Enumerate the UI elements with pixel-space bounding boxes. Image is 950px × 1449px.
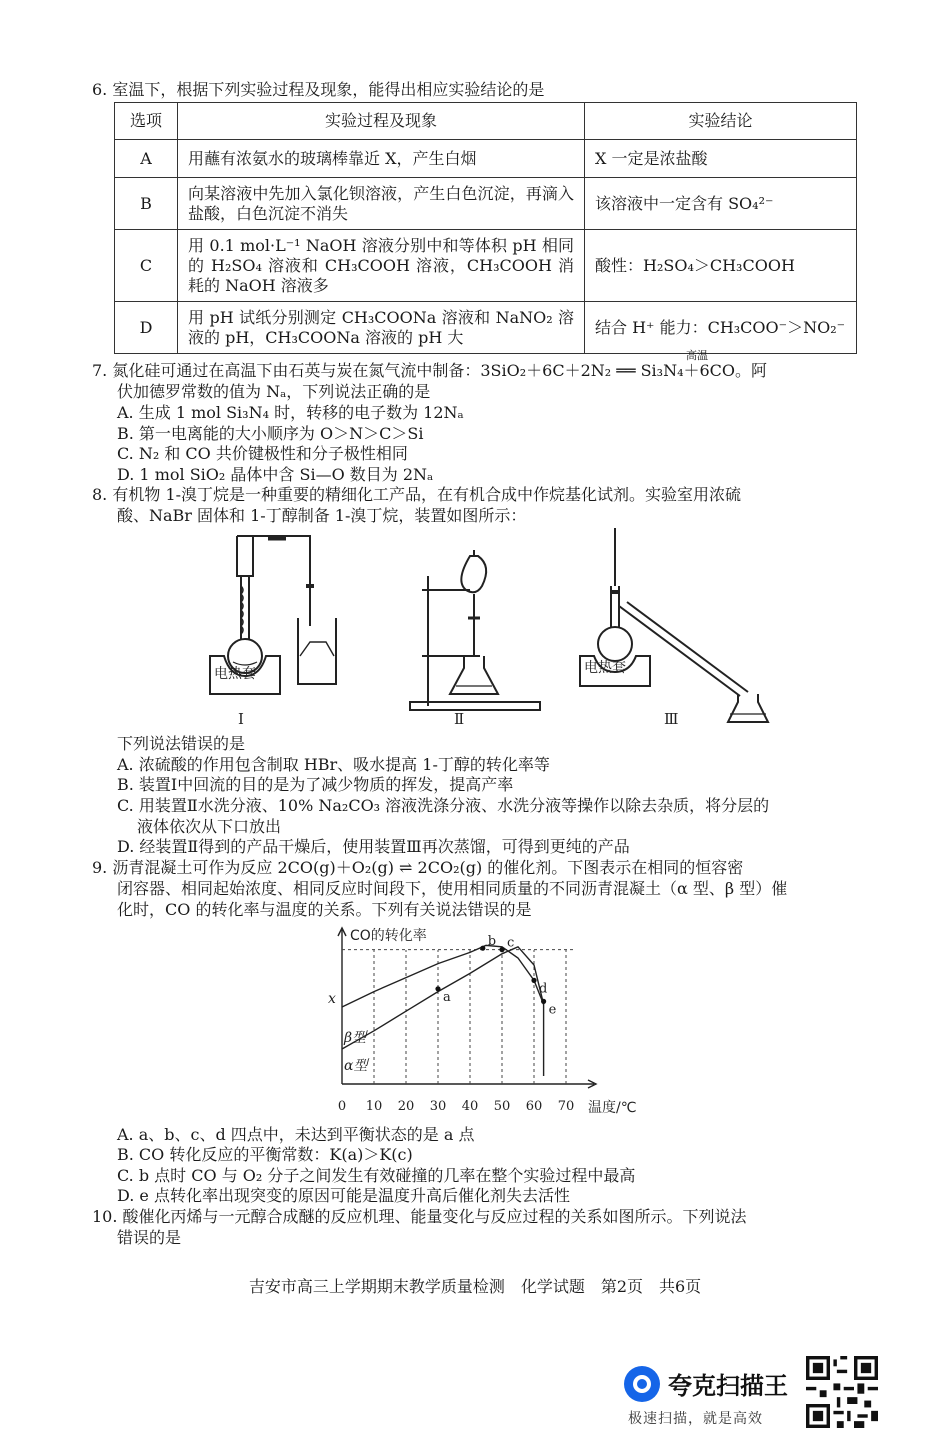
- q7-stem-1: 7. 氮化硅可通过在高温下由石英与炭在氮气流中制备：3SiO₂＋6C＋2N₂ ══ Si₃N₄＋6CO。阿: [92, 361, 768, 380]
- point-label-b: b: [487, 934, 497, 950]
- row-process: 用 pH 试纸分别测定 CH₃COONa 溶液和 NaNO₂ 溶液的 pH，CH₃COONa 溶液的 pH 大: [178, 302, 585, 354]
- x-tick-label: 0: [337, 1099, 347, 1114]
- x-tick-label: 70: [557, 1099, 575, 1114]
- scanner-watermark: [624, 1362, 802, 1432]
- q7-option-b: B. 第一电离能的大小顺序为 O＞N＞C＞Si: [117, 424, 424, 443]
- quark-logo-icon: [624, 1366, 660, 1402]
- distillation-condenser: [619, 606, 740, 696]
- point-label-e: e: [548, 1002, 557, 1018]
- figure-label-1: Ⅰ: [238, 710, 244, 728]
- heater-label-1: 电热套: [214, 666, 256, 682]
- row-option: C: [115, 230, 178, 302]
- table-row: [115, 140, 857, 178]
- q8-stem-2: 酸、NaBr 固体和 1-丁醇制备 1-溴丁烷，装置如图所示：: [117, 506, 527, 525]
- brand-name: 夸克扫描王: [668, 1372, 788, 1400]
- row-option: A: [115, 140, 178, 178]
- q8-option-b: B. 装置Ⅰ中回流的目的是为了减少物质的挥发，提高产率: [117, 775, 514, 794]
- q9-stem-3: 化时，CO 的转化率与温度的关系。下列有关说法错误的是: [117, 900, 532, 919]
- round-bottom-flask-2: [598, 627, 632, 661]
- q8-stem-1: 8. 有机物 1-溴丁烷是一种重要的精细化工产品，在有机合成中作烷基化试剂。实验室用浓硫: [92, 485, 742, 504]
- q8-option-a: A. 浓硫酸的作用包含制取 HBr、吸水提高 1-丁醇的转化率等: [117, 755, 550, 774]
- header-conclusion: 实验结论: [585, 103, 857, 140]
- header-option: 选项: [115, 103, 178, 140]
- q7-option-d: D. 1 mol SiO₂ 晶体中含 Si—O 数目为 2Nₐ: [117, 465, 434, 484]
- row-process: 用蘸有浓氨水的玻璃棒靠近 X，产生白烟: [178, 140, 585, 178]
- separatory-funnel: [461, 556, 486, 592]
- q6-stem: 6. 室温下，根据下列实验过程及现象，能得出相应实验结论的是: [92, 80, 545, 99]
- q10-stem-1: 10. 酸催化丙烯与一元醇合成醚的反应机理、能量变化与反应过程的关系如图所示。下列说法: [92, 1207, 747, 1226]
- point-label-c: c: [507, 935, 515, 951]
- point-e: [541, 999, 546, 1004]
- series-label-alpha: α型: [344, 1058, 368, 1074]
- q7-stem-2: 伏加德罗常数的值为 Nₐ，下列说法正确的是: [117, 382, 431, 401]
- point-label-d: d: [539, 981, 548, 997]
- heater-label-2: 电热套: [584, 660, 626, 676]
- x-tick-label: 50: [493, 1099, 511, 1114]
- table-row: [115, 178, 857, 230]
- figure-label-3: Ⅲ: [664, 710, 679, 728]
- qr-code-icon: [806, 1356, 878, 1428]
- row-conclusion: X 一定是浓盐酸: [585, 140, 857, 178]
- q9-stem-1: 9. 沥青混凝土可作为反应 2CO(g)＋O₂(g) ⇌ 2CO₂(g) 的催化剂。下图表示在相同的恒容密: [92, 858, 744, 877]
- q9-option-d: D. e 点转化率出现突变的原因可能是温度升高后催化剂失去活性: [117, 1186, 570, 1205]
- figure-label-2: Ⅱ: [454, 710, 465, 728]
- y-axis-label: CO的转化率: [350, 928, 427, 944]
- table-header-row: [115, 103, 857, 140]
- point-b: [480, 946, 485, 951]
- header-process: 实验过程及现象: [178, 103, 585, 140]
- row-conclusion: 酸性：H₂SO₄＞CH₃COOH: [585, 230, 857, 302]
- x-tick-label: 40: [461, 1099, 479, 1114]
- apparatus-figure: [200, 526, 800, 732]
- point-c: [499, 947, 504, 952]
- row-process: 向某溶液中先加入氯化钡溶液，产生白色沉淀，再滴入盐酸，白色沉淀不消失: [178, 178, 585, 230]
- q9-option-c: C. b 点时 CO 与 O₂ 分子之间发生有效碰撞的几率在整个实验过程中最高: [117, 1166, 636, 1185]
- q8-option-c-cont: 液体依次从下口放出: [137, 817, 282, 836]
- erlenmeyer-flask-1: [450, 656, 498, 694]
- q8-option-c: C. 用装置Ⅱ水洗分液、10% Na₂CO₃ 溶液洗涤分液、水洗分液等操作以除去杂质，将分层的: [117, 796, 770, 815]
- point-label-a: a: [443, 989, 451, 1005]
- point-d: [531, 978, 536, 983]
- q9-option-b: B. CO 转化反应的平衡常数：K(a)＞K(c): [117, 1145, 413, 1164]
- x-tick-label: 30: [429, 1099, 447, 1114]
- x-tick-label: 60: [525, 1099, 543, 1114]
- row-conclusion: 结合 H⁺ 能力：CH₃COO⁻＞NO₂⁻: [585, 302, 857, 354]
- table-row: [115, 302, 857, 354]
- q8-option-d: D. 经装置Ⅱ得到的产品干燥后，使用装置Ⅲ再次蒸馏，可得到更纯的产品: [117, 837, 630, 856]
- y-marker-label: x: [328, 991, 336, 1007]
- q9-option-a: A. a、b、c、d 四点中，未达到平衡状态的是 a 点: [117, 1125, 475, 1144]
- table-row: [115, 230, 857, 302]
- q9-stem-2: 闭容器、相同起始浓度、相同反应时间段下，使用相同质量的不同沥青混凝土（α 型、β 型）催: [117, 879, 788, 898]
- row-option: D: [115, 302, 178, 354]
- q6-table: [114, 102, 857, 354]
- q10-stem-2: 错误的是: [117, 1228, 182, 1247]
- co-conversion-chart: [322, 922, 652, 1122]
- x-tick-label: 10: [365, 1099, 383, 1114]
- row-process: 用 0.1 mol·L⁻¹ NaOH 溶液分别中和等体积 pH 相同的 H₂SO₄ 溶液和 CH₃COOH 溶液，CH₃COOH 消耗的 NaOH 溶液多: [178, 230, 585, 302]
- q7-option-a: A. 生成 1 mol Si₃N₄ 时，转移的电子数为 12Nₐ: [117, 403, 464, 422]
- x-axis-label: 温度/℃: [588, 1100, 637, 1116]
- row-conclusion: 该溶液中一定含有 SO₄²⁻: [585, 178, 857, 230]
- erlenmeyer-flask-2: [728, 694, 768, 722]
- q7-option-c: C. N₂ 和 CO 共价键极性和分子极性相同: [117, 444, 408, 463]
- brand-tagline: 极速扫描，就是高效: [628, 1411, 763, 1427]
- row-option: B: [115, 178, 178, 230]
- page-footer: 吉安市高三上学期期末教学质量检测 化学试题 第2页 共6页: [248, 1277, 702, 1296]
- series-label-beta: β型: [344, 1030, 367, 1046]
- x-tick-label: 20: [397, 1099, 415, 1114]
- q7-condition: 高温: [686, 349, 708, 362]
- stand-base: [410, 702, 540, 710]
- q8-prompt: 下列说法错误的是: [117, 734, 246, 753]
- condenser: [237, 536, 253, 576]
- point-a: [435, 986, 440, 991]
